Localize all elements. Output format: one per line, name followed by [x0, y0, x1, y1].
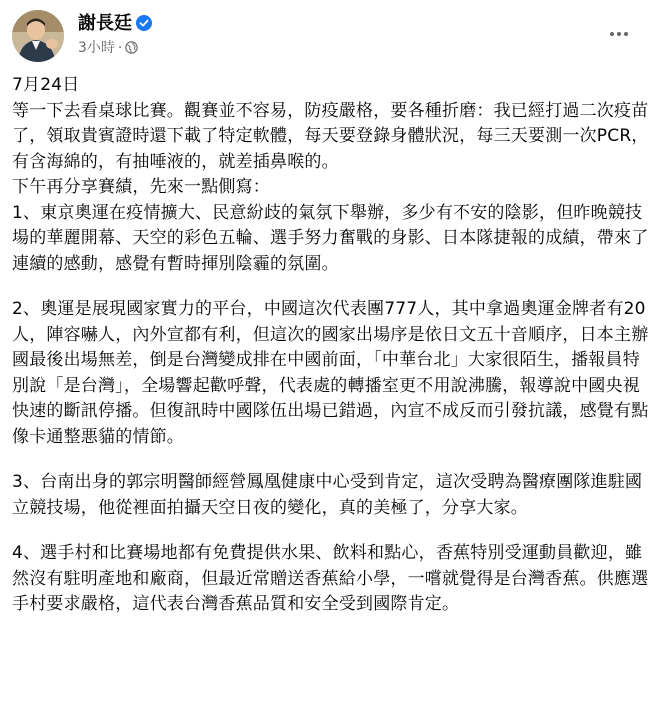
avatar-image — [12, 10, 64, 62]
post-paragraph-3: 3、台南出身的郭宗明醫師經營鳳凰健康中心受到肯定，這次受聘為醫療團隊進駐國立競技場，他從裡面拍攝天空日夜的變化，真的美極了，分享大家。 — [12, 472, 643, 518]
author-name[interactable]: 謝長廷 — [78, 13, 132, 34]
meta-separator: · — [117, 40, 123, 56]
more-options-button[interactable] — [601, 16, 637, 52]
more-options-icon — [610, 32, 628, 36]
post-meta — [78, 38, 152, 58]
post-timestamp[interactable]: 3小時 — [78, 40, 115, 56]
post-paragraph-4: 4、選手村和比賽場地都有免費提供水果、飲料和點心，香蕉特別受運動員歡迎，雖然沒有駐明產地和廠商，但最近常贈送香蕉給小學，一嚐就覺得是台灣香蕉。供應選手村要求嚴格，這代表台灣香蕉品質和安全受到國際肯定。 — [12, 543, 649, 614]
author-avatar[interactable] — [12, 10, 64, 62]
post-body — [12, 73, 652, 618]
globe-icon[interactable] — [125, 41, 138, 54]
post-paragraph-2: 2、奧運是展現國家實力的平台，中國這次代表團777人，其中拿過奧運金牌者有20人，陣容嚇人，內外宣都有利，但這次的國家出場序是依日文五十音順序，日本主辦國最後出場無差，倒是台灣變成排在中國前面，「中華台北」大家很陌生，播報員特別說「是台灣」，全場響起歡呼聲，代表處的轉播室更不用說沸騰，報導說中國央視快速的斷訊停播。但復訊時中國隊伍出場已錯過，內宣不成反而引發抗議，感覺有點像卡通整悪貓的情節。 — [12, 299, 649, 447]
post-paragraph-1: 7月24日 等一下去看桌球比賽。觀賽並不容易，防疫嚴格，要各種折磨：我已經打過二次疫苗了，領取貴賓證時還下載了特定軟體，每天要登錄身體狀況，每三天要測一次PCR，有含海綿的，有抽唾液的，就差插鼻喉的。 下午再分享賽績，先來一點側寫： 1、東京奧運在疫情擴大、民意紛歧的氣氛下舉辦，多少有不安的陰影，但昨晚競技場的華麗開幕、天空的彩色五輪、選手努力奮戰的身影、日本隊捷報的成績，帶來了連續的感動，感覺有暫時揮別陰霾的氛圍。 — [12, 75, 649, 274]
verified-badge-icon — [136, 15, 152, 31]
post-header — [12, 10, 645, 66]
author-block — [78, 12, 152, 58]
